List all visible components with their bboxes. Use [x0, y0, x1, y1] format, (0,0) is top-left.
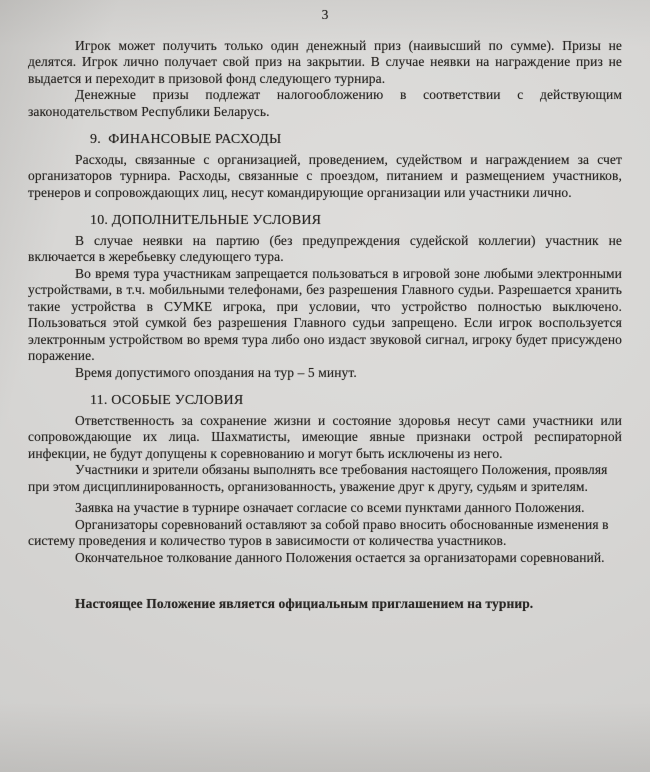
section-10-paragraph-1: В случае неявки на партию (без предупреждения судейской коллегии) участник не включается в жеребьевку следующего тура. — [28, 232, 622, 264]
section-11-paragraph-3: Заявка на участие в турнире означает согласие со всеми пунктами данного Положения. — [75, 500, 585, 515]
paragraph-prizes-1: Игрок может получить только один денежный приз (наивысший по сумме). Призы не делятся. Игрок лично получает свой приз на закрытии. В случае неявки на награждение приз не выдается и переходит в призовой фонд следующего турнира. — [28, 37, 622, 86]
section-9-paragraph-1: Расходы, связанные с организацией, проведением, судейством и награждением за счет организаторов турнира. Расходы, связанные с проездом, питанием и размещением участников, тренеров и сопровождающих лиц, несут командирующие организации или участники лично. — [28, 151, 622, 200]
section-11-paragraph-5: Окончательное толкование данного Положения остается за организаторами соревнований. — [75, 549, 605, 565]
section-11-paragraph-1: Ответственность за сохранение жизни и состояние здоровья несут сами участники или сопровождающие их лица. Шахматисты, имеющие явные признаки острой респираторной инфекции, не будут допущены к соревнованию и могут быть исключены из него. — [28, 412, 622, 461]
section-10-heading: 10. ДОПОЛНИТЕЛЬНЫЕ УСЛОВИЯ — [90, 213, 322, 228]
section-11-paragraph-2: Участники и зрители обязаны выполнять все требования настоящего Положения, проявляя при этом дисциплинированность, организованность, уважение друг к другу, судьям и зрителям. — [28, 462, 608, 494]
section-11-paragraph-4: Организаторы соревнований оставляют за собой право вносить обоснованные изменения в систему проведения и количество туров в зависимости от количества участников. — [28, 516, 609, 548]
section-10-paragraph-3: Время допустимого опоздания на тур – 5 минут. — [75, 364, 357, 380]
page-number: 3 — [321, 7, 329, 22]
section-11-heading: 11. ОСОБЫЕ УСЛОВИЯ — [90, 393, 244, 408]
paragraph-prizes-2: Денежные призы подлежат налогообложению в соответствии с действующим законодательством Республики Беларусь. — [28, 87, 622, 119]
closing-invitation-statement: Настоящее Положение является официальным приглашением на турнир. — [75, 596, 534, 611]
section-9-heading: 9. ФИНАНСОВЫЕ РАСХОДЫ — [90, 132, 282, 147]
section-10-paragraph-2: Во время тура участникам запрещается пользоваться в игровой зоне любыми электронными устройствами, в т.ч. мобильными телефонами, без разрешения Главного судьи. Разрешается хранить такие устройства в СУМКЕ игрока, при условии, что устройство полностью выключено. Пользоваться этой сумкой без разрешения Главного судьи запрещено. Если игрок воспользуется электронным устройством во время тура либо оно издаст звуковой сигнал, игроку будет присуждено поражение. — [28, 265, 622, 363]
